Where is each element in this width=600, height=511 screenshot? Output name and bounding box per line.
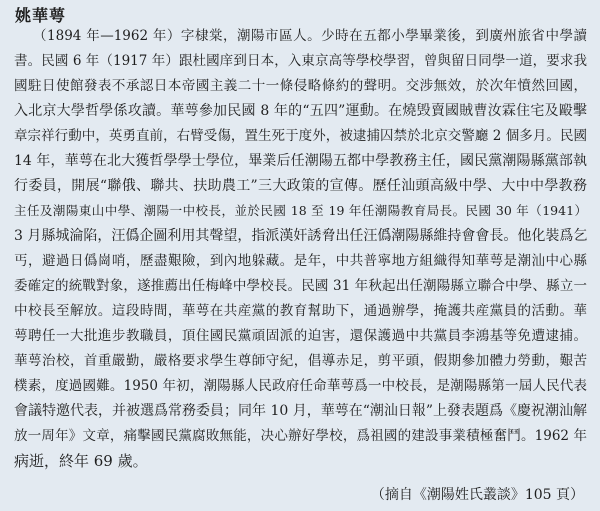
paragraph-line: 書。民國 6 年（1917 年）跟杜國庠到日本，入東京高等學校學習，曾與留日同學一道，要求我 xyxy=(14,53,587,69)
paragraph-line: 華萼治校，首重嚴勤，嚴格要求學生尊師守紀，倡導赤足，剪平頭，假期參加體力勞動，艱苦 xyxy=(14,353,587,369)
paragraph-line: 行委員，開展“聯俄、聯共、扶助農工”三大政策的宣傳。歷任汕頭高級中學、大中中學教務 xyxy=(14,178,587,194)
paragraph-line: 中校長至解放。這段時間，華萼在共産黨的教育幫助下，通過辦學，掩護共産黨員的活動。華 xyxy=(14,303,587,319)
paragraph-line: 章宗祥行動中，英勇直前，右臂受傷，置生死于度外，被逮捕囚禁於北京交警廳 2 個多月。民國 xyxy=(14,128,587,144)
paragraph-line: 國駐日使館發表不承認日本帝國主義二十一條侵略條約的聲明。交涉無效，於次年憤然回國， xyxy=(14,78,587,94)
paragraph-line: 主任及潮陽東山中學、潮陽一中校長，並於民國 18 至 19 年任潮陽教育局長。民國 30 年（1941） xyxy=(14,203,587,218)
source-citation: （摘自《潮陽姓氏叢談》105 頁） xyxy=(370,487,584,503)
paragraph-line: 入北京大學哲學係攻讀。華萼參加民國 8 年的“五四”運動。在燒毁賣國賊曹汝霖住宅及毆擊 xyxy=(14,103,587,119)
paragraph-line: 樸素，度過國難。1950 年初，潮陽縣人民政府任命華萼爲一中校長，是潮陽縣第一屆人民代表 xyxy=(14,378,587,394)
paragraph-line: 萼聘任一大批進步教職員，頂住國民黨頑固派的迫害，還保護過中共黨員李鴻基等免遭逮捕。 xyxy=(14,328,587,344)
paragraph-line: 會議特邀代表，并被選爲常務委員；同年 10 月，華萼在“潮汕日報”上發表題爲《慶祝潮汕解 xyxy=(14,403,587,419)
paragraph-line: 委確定的統戰對象，遂推薦出任梅峰中學校長。民國 31 年秋起出任潮陽縣立聯合中學、縣立一 xyxy=(14,278,587,294)
paragraph-line: 病逝，終年 69 歲。 xyxy=(14,452,148,470)
paragraph-line: 放一周年》文章，痛擊國民黨腐敗無能，决心辦好學校，爲祖國的建設事業積極奮鬥。1962 年 xyxy=(14,428,587,444)
paragraph-line: 3 月縣城淪陷，汪僞企圖利用其聲望，指派漢奸誘脅出任汪僞潮陽縣維持會會長。他化裝爲乞 xyxy=(14,228,587,244)
biography-title: 姚華萼 xyxy=(15,6,67,25)
paragraph-line: 14 年，華萼在北大獲哲學學士學位，畢業后任潮陽五都中學教務主任，國民黨潮陽縣黨部執 xyxy=(14,153,587,169)
paragraph-line: （1894 年—1962 年）字棣棠，潮陽市區人。少時在五都小學畢業後，到廣州旅省中學讀 xyxy=(33,28,587,44)
paragraph-line: 丐，避過日僞崗哨，歷盡艱險，到內地躲藏。是年，中共普寧地方組織得知華萼是潮汕中心縣 xyxy=(14,253,587,269)
